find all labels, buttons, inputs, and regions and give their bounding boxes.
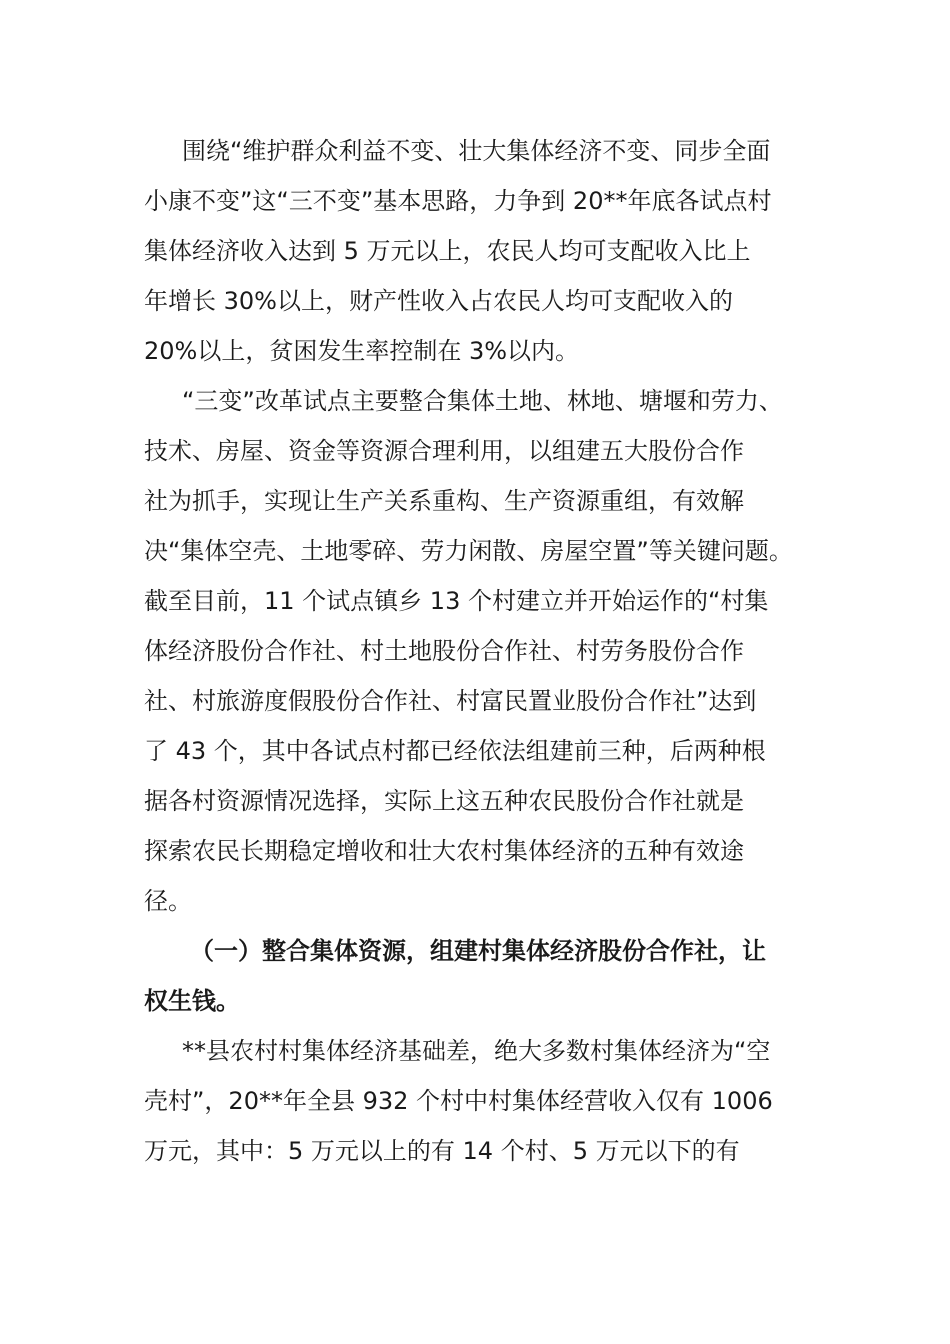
text-line: 年增长 30%以上，财产性收入占农民人均可支配收入的 bbox=[144, 287, 733, 315]
text-line: 径。 bbox=[144, 887, 192, 915]
paragraph-county-status bbox=[144, 1026, 814, 1176]
text-line: **县农村村集体经济基础差，绝大多数村集体经济为“空 bbox=[182, 1037, 771, 1065]
heading-line: （一）整合集体资源，组建村集体经济股份合作社，让 bbox=[190, 937, 766, 965]
text-line: 据各村资源情况选择，实际上这五种农民股份合作社就是 bbox=[144, 787, 744, 815]
paragraph-reform-pilot bbox=[144, 376, 814, 926]
text-line: 技术、房屋、资金等资源合理利用，以组建五大股份合作 bbox=[144, 437, 744, 465]
text-line: 了 43 个，其中各试点村都已经依法组建前三种，后两种根 bbox=[144, 737, 766, 765]
text-line: “三变”改革试点主要整合集体土地、林地、塘堰和劳力、 bbox=[182, 387, 783, 415]
text-line: 社、村旅游度假股份合作社、村富民置业股份合作社”达到 bbox=[144, 687, 757, 715]
text-line: 社为抓手，实现让生产关系重构、生产资源重组，有效解 bbox=[144, 487, 744, 515]
heading-line: 权生钱。 bbox=[144, 987, 240, 1015]
text-line: 围绕“维护群众利益不变、壮大集体经济不变、同步全面 bbox=[182, 137, 771, 165]
paragraph-goals bbox=[144, 126, 814, 376]
text-line: 壳村”，20**年全县 932 个村中村集体经营收入仅有 1006 bbox=[144, 1087, 773, 1115]
document-body bbox=[144, 126, 814, 1176]
text-line: 集体经济收入达到 5 万元以上，农民人均可支配收入比上 bbox=[144, 237, 751, 265]
text-line: 万元，其中：5 万元以上的有 14 个村、5 万元以下的有 bbox=[144, 1137, 740, 1165]
text-line: 体经济股份合作社、村土地股份合作社、村劳务股份合作 bbox=[144, 637, 744, 665]
text-line: 小康不变”这“三不变”基本思路，力争到 20**年底各试点村 bbox=[144, 187, 772, 215]
text-line: 截至目前，11 个试点镇乡 13 个村建立并开始运作的“村集 bbox=[144, 587, 769, 615]
text-line: 探索农民长期稳定增收和壮大农村集体经济的五种有效途 bbox=[144, 837, 744, 865]
section-heading bbox=[144, 926, 814, 1026]
text-line: 20%以上，贫困发生率控制在 3%以内。 bbox=[144, 337, 580, 365]
text-line: 决“集体空壳、土地零碎、劳力闲散、房屋空置”等关键问题。 bbox=[144, 537, 793, 565]
